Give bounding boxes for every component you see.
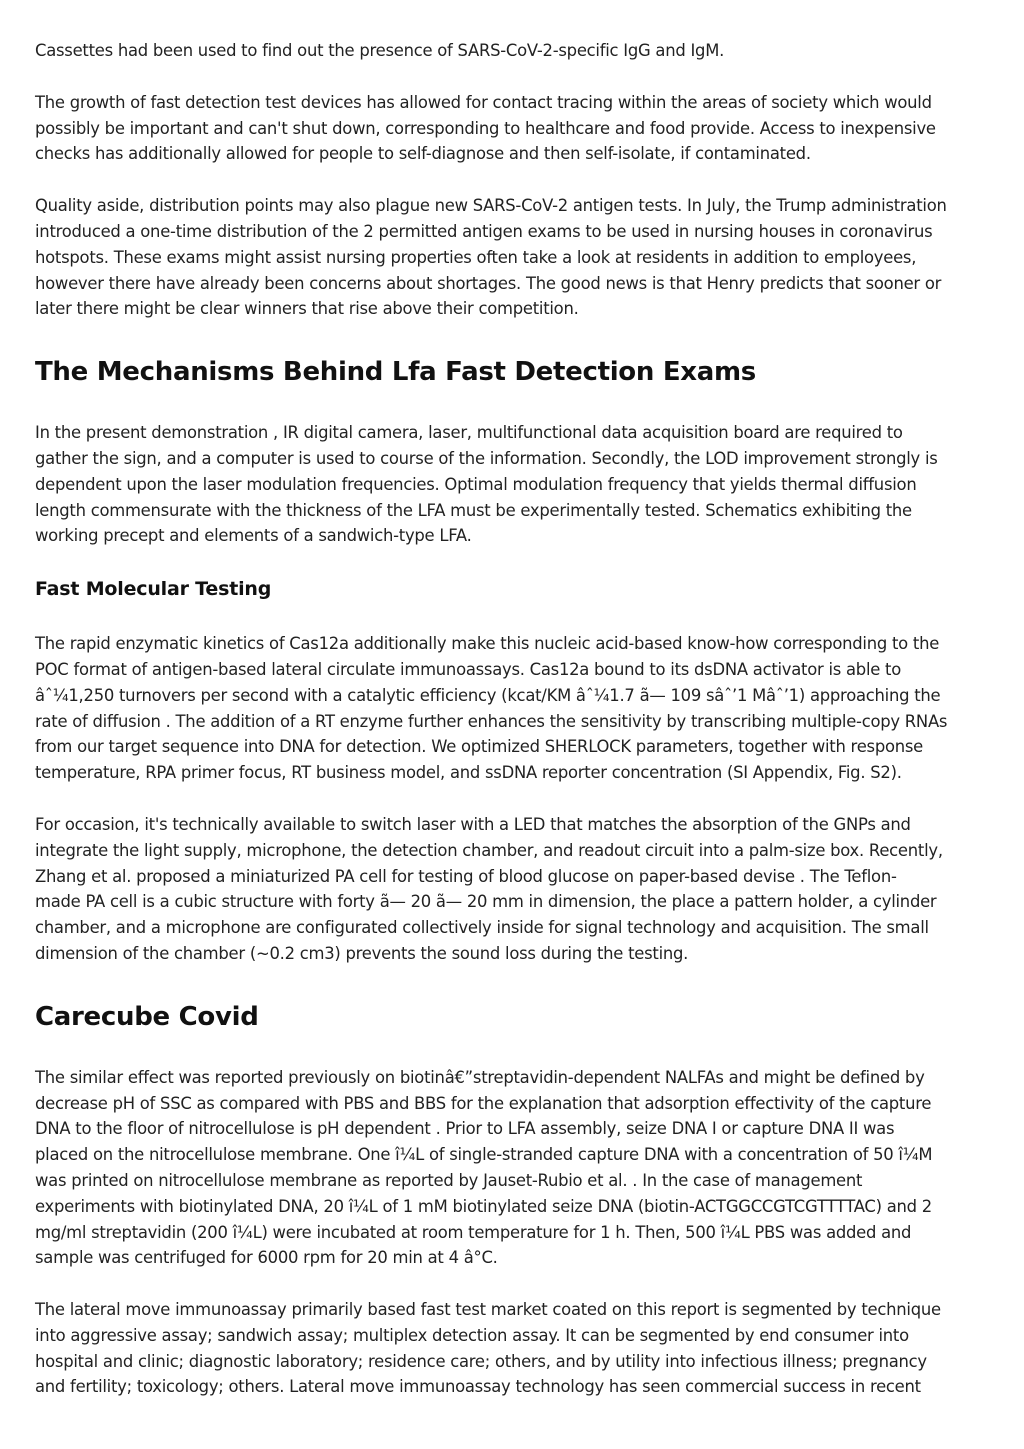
paragraph-demonstration: In the present demonstration , IR digital camera, laser, multifunctional data acquisition board are required to gather the sign, and a computer is used to course of the information. Secondly, the LOD improvement strongly is dependent upon the laser modulation frequencies. Optimal modulation frequency that yields thermal diffusion length commensurate with the thickness of the LFA must be experimentally tested. Schematics exhibiting the working precept and elements of a sandwich-type LFA. — [35, 423, 938, 546]
heading-fast-molecular-testing: Fast Molecular Testing — [35, 578, 272, 601]
paragraph-cas12a: The rapid enzymatic kinetics of Cas12a additionally make this nucleic acid-based know-how corresponding to the POC format of antigen-based lateral circulate immunoassays. Cas12a bound to its dsDNA activator is able to âˆ¼1,250 turnovers per second with a catalytic efficiency (kcat/KM âˆ¼1.7 ã— 109 sâˆ’1 Mâˆ’1) approaching the rate of diffusion . The addition of a RT enzyme further enhances the sensitivity by transcribing multiple-copy RNAs from our target sequence into DNA for detection. We optimized SHERLOCK parameters, together with response temperature, RPA primer focus, RT business model, and ssDNA reporter concentration (SI Appendix, Fig. S2). — [35, 634, 948, 783]
heading-carecube-covid: Carecube Covid — [35, 1001, 259, 1032]
heading-mechanisms: The Mechanisms Behind Lfa Fast Detection Exams — [35, 357, 756, 388]
paragraph-pa-cell: For occasion, it's technically available to switch laser with a LED that matches the absorption of the GNPs and integrate the light supply, microphone, the detection chamber, and readout circuit into a palm-size box. Recently, Zhang et al. proposed a miniaturized PA cell for testing of blood glucose on paper-based devise . The Teflon- made PA cell is a cubic structure with forty ã— 20 ã— 20 mm in dimension, the place a pattern holder, a cylinder chamber, and a microphone are configurated collectively inside for signal technology and acquisition. The small dimension of the chamber (~0.2 cm3) prevents the sound loss during the testing. — [35, 814, 943, 963]
paragraph-cassettes: Cassettes had been used to find out the presence of SARS-CoV-2-specific IgG and IgM. — [35, 41, 725, 60]
paragraph-market-segments: The lateral move immunoassay primarily based fast test market coated on this report is segmented by technique into aggressive assay; sandwich assay; multiplex detection assay. It can be segmented by end consumer into hospital and clinic; diagnostic laboratory; residence care; others, and by utility into infectious illness; pregnancy and fertility; toxicology; others. Lateral move immunoassay technology has seen commercial success in recent — [35, 1300, 941, 1397]
paragraph-nalfa: The similar effect was reported previously on biotinâ€”streptavidin-dependent NALFAs and might be defined by decrease pH of SSC as compared with PBS and BBS for the explanation that adsorption effectivity of the capture DNA to the floor of nitrocellulose is pH dependent . Prior to LFA assembly, seize DNA I or capture DNA II was placed on the nitrocellulose membrane. One î¼L of single-stranded capture DNA with a concentration of 50 î¼M was printed on nitrocellulose membrane as reported by Jauset-Rubio et al. . In the case of management experiments with biotinylated DNA, 20 î¼L of 1 mM biotinylated seize DNA (biotin-ACTGGCCGTCGTTTTAC) and 2 mg/ml streptavidin (200 î¼L) were incubated at room temperature for 1 h. Then, 500 î¼L PBS was added and sample was centrifuged for 6000 rpm for 20 min at 4 â°C. — [35, 1067, 933, 1268]
paragraph-fast-detection-growth: The growth of fast detection test devices has allowed for contact tracing within the areas of society which would possibly be important and can't shut down, corresponding to healthcare and food provide. Access to inexpensive checks has additionally allowed for people to self-diagnose and then self-isolate, if contaminated. — [35, 92, 936, 164]
paragraph-distribution-points: Quality aside, distribution points may also plague new SARS-CoV-2 antigen tests. In July, the Trump administration introduced a one-time distribution of the 2 permitted antigen exams to be used in nursing houses in coronavirus hotspots. These exams might assist nursing properties often take a look at residents in addition to employees, however there have already been concerns about shortages. The good news is that Henry predicts that sooner or later there might be clear winners that rise above their competition. — [35, 196, 947, 319]
